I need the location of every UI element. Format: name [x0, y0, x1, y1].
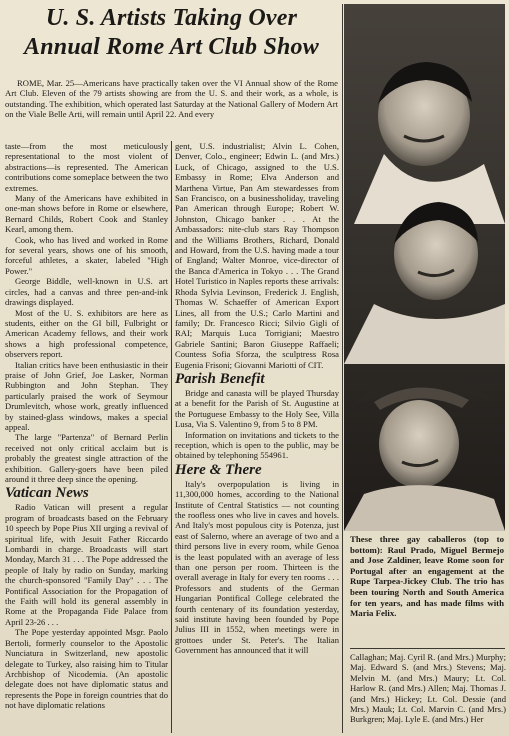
- col1-paragraph-3: Cook, who has lived and worked in Rome for several years, shows one of his smooth, forceful athletes, a skater, labeled "High Power.": [5, 234, 168, 276]
- column-left: [5, 141, 168, 711]
- here-paragraph-1: Italy's overpopulation is living in 11,300,000 homes, according to the National Institute of Central Statistics — not counting the roofless ones who live in caves and hovels. And Italy's most populous city is Potenza, just east of Salerno, where an average of two and a third persons live in every room, while Genoa is the least populated with an average of less than one person per room. Thirteen is the overall average in Italy for every ten rooms . . . Professors and students of the German Hungarian Pontifical College celebrated the fourth centenary of its foundation yesterday, said institute having been founded by Pope Julius III in 1552, when meetings were in grottoes under St. Peter's. The Italian Government has announced that it will: [175, 478, 339, 656]
- parish-paragraph-1: Bridge and canasta will be played Thursday at a benefit for the Parish of St. Augustine at the Portuguese Embassy to the Holy See, Villa Lusa, Via S. Valentino 9, from 5 to 8 PM.: [175, 387, 339, 430]
- column-divider: [171, 141, 172, 733]
- parish-benefit-heading: Parish Benefit: [175, 370, 265, 387]
- article-headline: [4, 4, 339, 62]
- article-lead-paragraph: ROME, Mar. 25—Americans have practically taken over the VI Annual show of the Rome Art Club. Eleven of the 79 artists showing are from the U. S. and their work, as a whole, is outstanding. The exhibition, which operated last Saturday at the National Gallery of Modern Art on the Viale Belle Arti, will remain until April 22. And every: [5, 78, 338, 120]
- vatican-paragraph-2: The Pope yesterday appointed Msgr. Paolo Bertoli, formerly counselor to the Apostolic Nunciatura in Switzerland, new apostolic delegate to Turkey, also raising him to Titular Archbishop of Nicodemia. (An apostolic delegate does not have diplomatic status and represents the Pope in foreign countries that do not have diplomatic relations: [5, 627, 168, 711]
- vatican-paragraph-1: Radio Vatican will present a regular program of broadcasts based on the February 10 speech by Pope Pius XII urging a revival of spiritual life, with Jesuit Father Riccardo Lombardi in charge. Broadcasts will start Monday, March 31 . . . The Pope addressed the people of Italy by radio on Sunday, marking the church-sponsored "Family Day" . . . The Pontifical Association for the Propagation of the Faith will hold its general assembly in Rome at the Propaganda Fide Palace from April 23-26 . . .: [5, 502, 168, 627]
- vatican-news-heading: Vatican News: [5, 485, 89, 502]
- column-middle: [175, 141, 339, 656]
- here-and-there-heading: Here & There: [175, 461, 262, 478]
- officer-name-list: Callaghan; Maj. Cyril R. (and Mrs.) Murphy; Maj. Edward S. (and Mrs.) Stevens; Maj. Melvin M. (and Mrs.) Maury; Lt. Col. Harlow R. (and Mrs.) Allen; Maj. Thomas J. (and Mrs.) Hickey; Lt. Col. Dessie (and Mrs.) Mauk; Lt. Col. Marvin C. (and Mrs.) Burkgren; Maj. Lyle E. (and Mrs.) Her: [350, 652, 506, 725]
- caballeros-photo-illustration: [344, 4, 505, 531]
- headline-line-1: U. S. Artists Taking Over: [45, 5, 298, 31]
- parish-paragraph-2: Information on invitations and tickets to the reception, which is open to the public, may be obtained by telephoning 554961.: [175, 429, 339, 461]
- col1-paragraph-4: George Biddle, well-known in U.S. art circles, had a canvas and three pen-and-ink drawings displayed.: [5, 276, 168, 308]
- photo-column-divider: [342, 4, 343, 733]
- col1-paragraph-6: Italian critics have been enthusiastic in their praise of John Grief, Joe Lasker, Norman Rubbington and John Stephan. They particularly praised the work of Seymour Drumlevitch, whose work, greatly influenced by stained-glass windows, makes a special appeal.: [5, 359, 168, 432]
- col1-paragraph-2: Many of the Americans have exhibited in one-man shows before in Rome or elsewhere, Bernard Childs, Robert Cook and Stanley Kearl, among them.: [5, 193, 168, 235]
- col1-paragraph-5: Most of the U. S. exhibitors are here as students, either on the GI bill, Fulbright or American Academy fellows, and their work shows a high professional competence, observers report.: [5, 307, 168, 360]
- photo-caption: These three gay caballeros (top to bottom): Raul Prado, Miguel Bermejo and Jose Zaldiner, leave Rome soon for Portugal after an engagement at the Rupe Tarpea-Jickey Club. The trio has been touring North and South America for ten years, and has made films with Maria Felix.: [350, 534, 504, 619]
- headline-line-2: Annual Rome Art Club Show: [24, 34, 319, 60]
- caballeros-photo: [344, 4, 505, 531]
- caption-divider: [350, 648, 505, 649]
- col1-paragraph-1: taste—from the most meticulously representational to the most violent of abstractions—is represented. The American contributions come someplace between the two extremes.: [5, 141, 168, 193]
- col2-paragraph-1: gent, U.S. industrialist; Alvin L. Cohen, Denver, Colo., engineer; Edwin L. (and Mrs.) Luck, of Chicago, assigned to the U.S. Embassy in Rome; Elva Anderson and Marthena Virtue, Pan Am stewardesses from San Francisco, on a businessholiday, traveling Pan American through Europe; Robert W. Johnston, Chicago banker . . . At the Ambassadors: nite-club stars Ray Thompson and the Williams Brothers, Richard, Donald and Howard, from the U.S. having made a tour of England; Walter Monroe, vice-director of the Banca d'America in Tokyo . . . The Grand Hotel Turistico in Naples reports these arrivals: Rhoda Sylvia Levinson, Frederick J. English, Thomas W. Schaeffer of American Export Lines, all from the U.S.; Carlo Martini and family; Dr. Francesco Ricci; Silvio Gigli of RAI; Marquis Luca Torrigiani; Maestro Gabriele Santini; Baron Giuseppe Raffaeli; Countess Sofia Sforza, the sculptress Rosa Eugenia Frisoni; Giovanni Mariotti of CIT.: [175, 141, 339, 370]
- col1-paragraph-7: The large "Partenza" of Bernard Perlin received not only critical acclaim but is probably the greatest single attraction of the exhibition. Gallery-goers have been piled around it three deep since the opening.: [5, 432, 168, 484]
